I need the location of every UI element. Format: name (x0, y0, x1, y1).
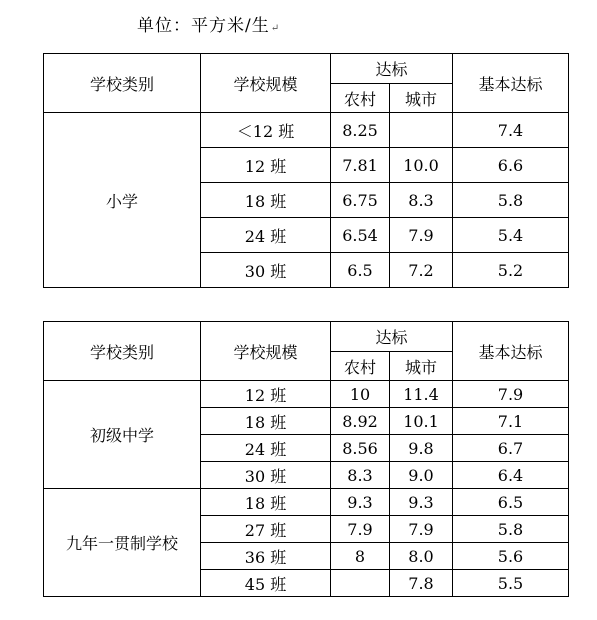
rural-cell (331, 570, 390, 597)
rural-cell: 8.25 (331, 113, 390, 148)
basic-cell: 5.4 (453, 218, 569, 253)
header-category: 学校类别 (44, 54, 201, 113)
scale-cell: 12 班 (201, 381, 331, 408)
table-secondary-school (43, 321, 569, 597)
header-category: 学校类别 (44, 322, 201, 381)
header-basic: 基本达标 (453, 322, 569, 381)
header-standard: 达标 (331, 322, 453, 352)
scale-cell: 27 班 (201, 516, 331, 543)
rural-cell: 6.75 (331, 183, 390, 218)
unit-label: 单位：平方米/生↵ (137, 16, 281, 36)
urban-cell: 7.2 (390, 253, 453, 288)
header-scale: 学校规模 (201, 322, 331, 381)
scale-cell: 18 班 (201, 183, 331, 218)
rural-cell: 8.92 (331, 408, 390, 435)
basic-cell: 7.4 (453, 113, 569, 148)
scale-cell: ＜12 班 (201, 113, 331, 148)
basic-cell: 6.7 (453, 435, 569, 462)
scale-cell: 36 班 (201, 543, 331, 570)
basic-cell: 6.4 (453, 462, 569, 489)
rural-cell: 8 (331, 543, 390, 570)
rural-cell: 10 (331, 381, 390, 408)
rural-cell: 6.5 (331, 253, 390, 288)
basic-cell: 6.5 (453, 489, 569, 516)
urban-cell: 8.3 (390, 183, 453, 218)
header-scale: 学校规模 (201, 54, 331, 113)
urban-cell: 7.8 (390, 570, 453, 597)
urban-cell: 9.8 (390, 435, 453, 462)
urban-cell: 10.0 (390, 148, 453, 183)
scale-cell: 12 班 (201, 148, 331, 183)
category-cell: 九年一贯制学校 (44, 489, 201, 597)
header-basic: 基本达标 (453, 54, 569, 113)
scale-cell: 45 班 (201, 570, 331, 597)
scale-cell: 24 班 (201, 435, 331, 462)
urban-cell: 7.9 (390, 218, 453, 253)
basic-cell: 5.8 (453, 516, 569, 543)
basic-cell: 5.2 (453, 253, 569, 288)
header-rural: 农村 (331, 352, 390, 381)
table-row (44, 113, 569, 148)
table-row (44, 381, 569, 408)
header-rural: 农村 (331, 84, 390, 113)
header-standard: 达标 (331, 54, 453, 84)
rural-cell: 7.9 (331, 516, 390, 543)
rural-cell: 9.3 (331, 489, 390, 516)
basic-cell: 6.6 (453, 148, 569, 183)
urban-cell: 8.0 (390, 543, 453, 570)
table-row (44, 489, 569, 516)
rural-cell: 8.56 (331, 435, 390, 462)
urban-cell: 9.0 (390, 462, 453, 489)
urban-cell: 10.1 (390, 408, 453, 435)
urban-cell (390, 113, 453, 148)
category-cell: 小学 (44, 113, 201, 288)
scale-cell: 18 班 (201, 489, 331, 516)
scale-cell: 24 班 (201, 218, 331, 253)
scale-cell: 30 班 (201, 462, 331, 489)
urban-cell: 9.3 (390, 489, 453, 516)
header-urban: 城市 (390, 352, 453, 381)
category-cell: 初级中学 (44, 381, 201, 489)
rural-cell: 8.3 (331, 462, 390, 489)
basic-cell: 7.9 (453, 381, 569, 408)
basic-cell: 7.1 (453, 408, 569, 435)
header-urban: 城市 (390, 84, 453, 113)
basic-cell: 5.6 (453, 543, 569, 570)
rural-cell: 7.81 (331, 148, 390, 183)
basic-cell: 5.5 (453, 570, 569, 597)
table-primary-school (43, 53, 569, 288)
urban-cell: 11.4 (390, 381, 453, 408)
paragraph-mark: ↵ (270, 23, 281, 34)
urban-cell: 7.9 (390, 516, 453, 543)
scale-cell: 18 班 (201, 408, 331, 435)
rural-cell: 6.54 (331, 218, 390, 253)
scale-cell: 30 班 (201, 253, 331, 288)
basic-cell: 5.8 (453, 183, 569, 218)
